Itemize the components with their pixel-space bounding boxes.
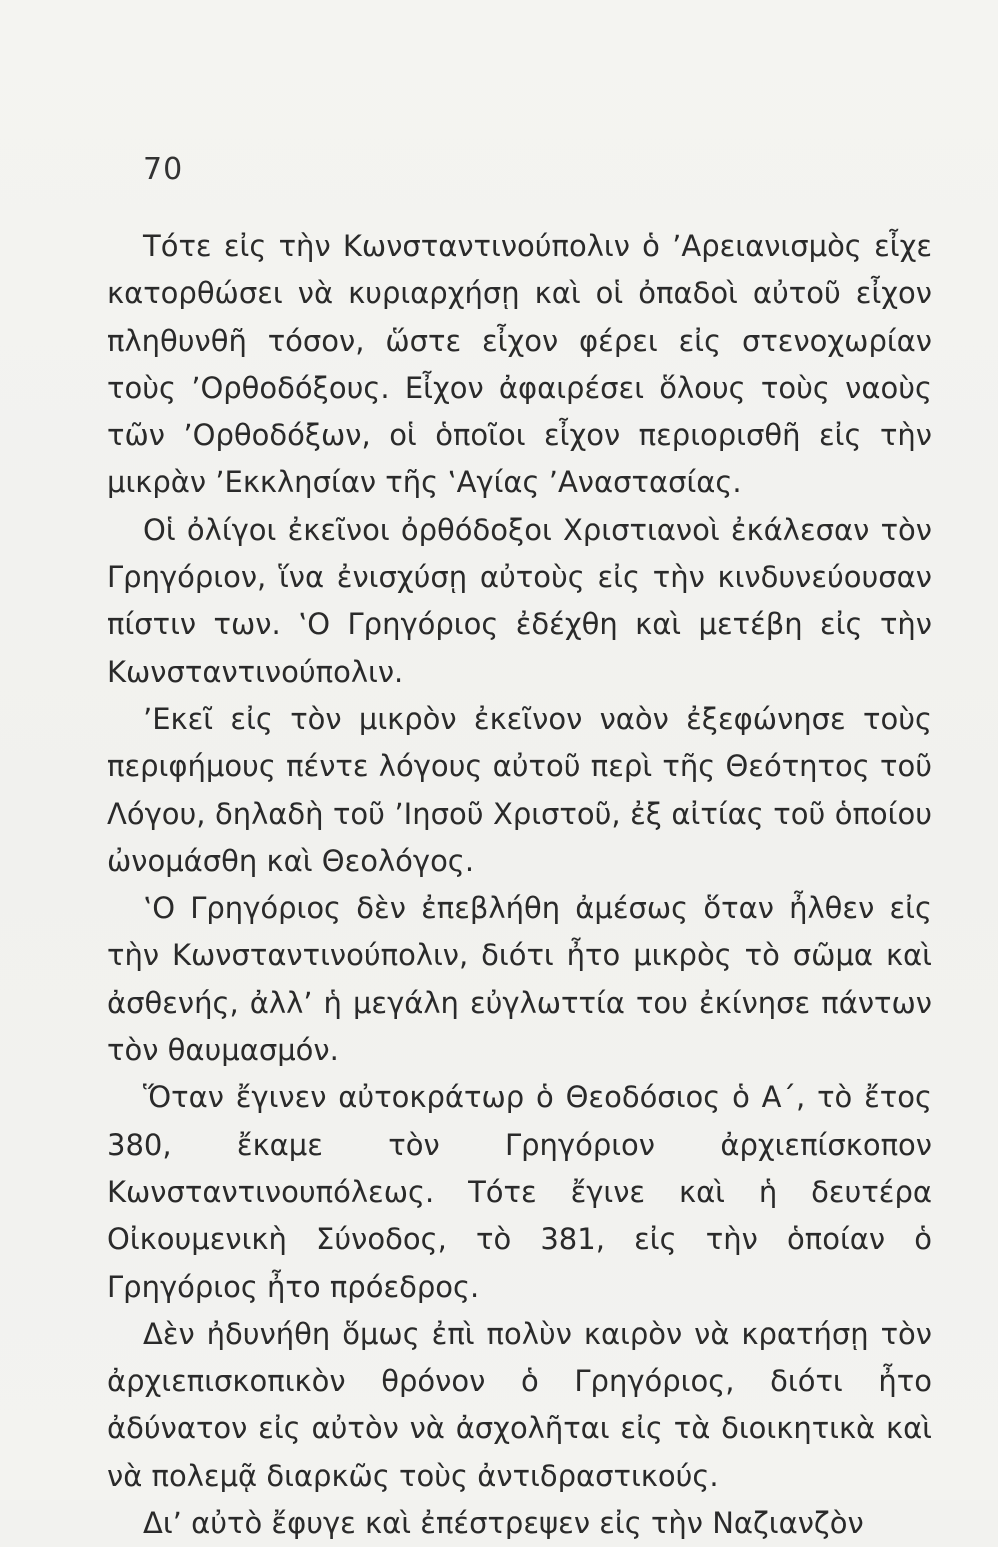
body-text [107, 223, 932, 1547]
paragraph: Δὲν ἠδυνήθη ὅμως ἐπὶ πολὺν καιρὸν νὰ κρατήσῃ τὸν ἀρχιεπισκοπικὸν θρόνον ὁ Γρηγόριος, διότι ἦτο ἀδύνατον εἰς αὐτὸν νὰ ἀσχολῆται εἰς τὰ διοικητικὰ καὶ νὰ πολεμᾷ διαρκῶς τοὺς ἀντιδραστικούς. [107, 1316, 932, 1493]
paragraph: Ὅταν ἔγινεν αὐτοκράτωρ ὁ Θεοδόσιος ὁ Α΄, τὸ ἔτος 380, ἔκαμε τὸν Γρηγόριον ἀρχιεπίσκοπον Κωνσταντινουπόλεως. Τότε ἔγινε καὶ ἡ δευτέρα Οἰκουμενικὴ Σύνοδος, τὸ 381, εἰς τὴν ὁποίαν ὁ Γρηγόριος ἦτο πρόεδρος. [107, 1080, 932, 1304]
page-number: 70 [143, 152, 184, 187]
paragraph: ’Εκεῖ εἰς τὸν μικρὸν ἐκεῖνον ναὸν ἐξεφώνησε τοὺς περιφήμους πέντε λόγους αὐτοῦ περὶ τῆς Θεότητος τοῦ Λόγου, δηλαδὴ τοῦ ’Ιησοῦ Χριστοῦ, ἐξ αἰτίας τοῦ ὁποίου ὠνομάσθη καὶ Θεολόγος. [107, 701, 932, 878]
paragraph: Τότε εἰς τὴν Κωνσταντινούπολιν ὁ ’Αρειανισμὸς εἶχε κατορθώσει νὰ κυριαρχήσῃ καὶ οἱ ὀπαδοὶ αὐτοῦ εἶχον πληθυνθῆ τόσον, ὥστε εἶχον φέρει εἰς στενοχωρίαν τοὺς ’Ορθοδόξους. Εἶχον ἀφαιρέσει ὅλους τοὺς ναοὺς τῶν ’Ορθοδόξων, οἱ ὁποῖοι εἶχον περιορισθῆ εἰς τὴν μικρὰν ’Εκκλησίαν τῆς ‛Αγίας ’Αναστασίας. [107, 229, 932, 500]
paragraph: ‛Ο Γρηγόριος δὲν ἐπεβλήθη ἀμέσως ὅταν ἦλθεν εἰς τὴν Κωνσταντινούπολιν, διότι ἦτο μικρὸς τὸ σῶμα καὶ ἀσθενής, ἀλλ’ ἡ μεγάλη εὐγλωττία του ἐκίνησε πάντων τὸν θαυμασμόν. [107, 891, 932, 1068]
paragraph: Δι’ αὐτὸ ἔφυγε καὶ ἐπέστρεψεν εἰς τὴν Ναζιανζὸν [143, 1506, 864, 1541]
paragraph: Οἱ ὀλίγοι ἐκεῖνοι ὀρθόδοξοι Χριστιανοὶ ἐκάλεσαν τὸν Γρηγόριον, ἵνα ἐνισχύσῃ αὐτοὺς εἰς τὴν κινδυνεύουσαν πίστιν των. ‛Ο Γρηγόριος ἐδέχθη καὶ μετέβη εἰς τὴν Κωνσταντινούπολιν. [107, 512, 932, 689]
